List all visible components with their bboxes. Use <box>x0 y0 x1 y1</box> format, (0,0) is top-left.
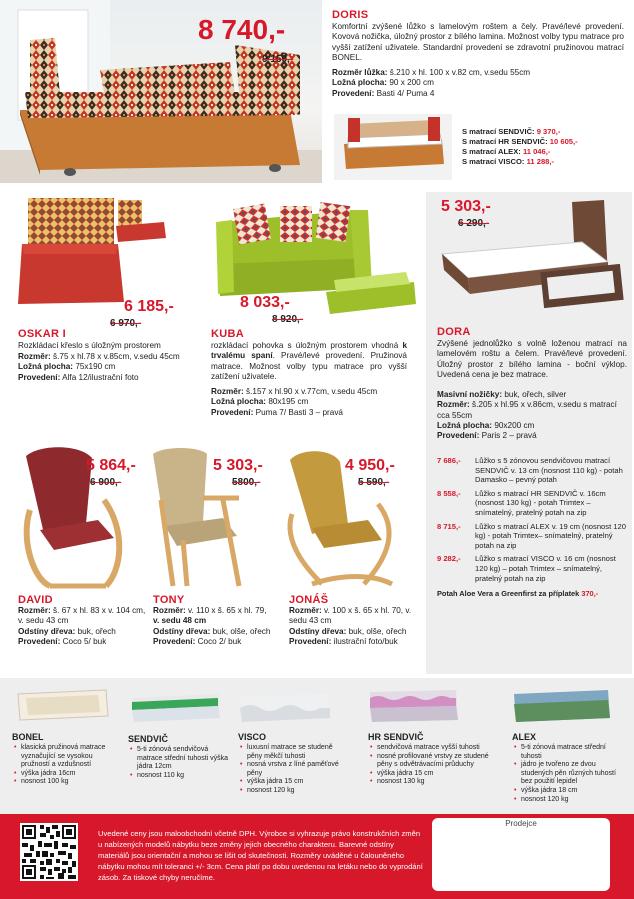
kuba-description-a: rozkládací pohovka s úložným prostorem vhodná <box>211 341 403 350</box>
dora-spec-value-1: š.205 x hl.95 x v.86cm, v.sedu s matrací cca 55cm <box>437 400 617 420</box>
doris-old-price: 9 150,- <box>262 54 294 65</box>
alex-title: ALEX <box>512 732 537 742</box>
kuba-price: 8 033,- <box>240 294 290 311</box>
alex-item-2: • výška jádra 18 cm <box>514 787 626 796</box>
doris-mp-price-3: 11 288,- <box>526 157 555 166</box>
footer-disclaimer: Uvedené ceny jsou maloobchodní včetně DPH. Výrobce si vyhrazuje právo konstrukčních změn u nabízených modelů nábytku beze změny jejich obecného charakteru. Barevné odstíny materiálů jsou orientační a mohou se lišit od skutečnosti. Rozměry uváděné u čalouněného nábytku mohou mít toleranci +/- 3cm. Cena platí po dobu uvedenou na letáku nebo do vyprodání zásob. Za tiskové chyby neručíme. <box>98 829 423 882</box>
dora-option-text-0: Lůžko s 5 zónovou sendvičovou matrací SENDVIČ v. 13 cm (nosnost 110 kg) - potah Damasko – pevný potah <box>475 456 623 485</box>
jonas-spec-value-2: ilustrační foto/buk <box>333 636 398 646</box>
jonas-spec-label-1: Odstíny dřeva: <box>289 626 347 636</box>
tony-name: TONY <box>153 594 185 606</box>
alex-item-1: • jádro je tvořeno ze dvou studených pěn různých tuhostí bez použití lepidel <box>514 761 626 787</box>
doris-name: DORIS <box>332 9 369 21</box>
dora-extra <box>437 589 627 599</box>
jonas-spec-label-0: Rozměr: <box>289 606 322 615</box>
hr-sendvic-item-1: • nosné profilované vrstvy ze studené pěny s odvětrávacími průduchy <box>370 753 494 770</box>
david-spec-value-0: š. 67 x hl. 83 x v. 104 cm, v. sedu 43 cm <box>18 606 146 626</box>
doris-spec-value-0: š.210 x hl. 100 x v.82 cm, v.sedu 55cm <box>389 68 531 77</box>
tony-spec-value-3: Coco 2/ buk <box>197 636 242 646</box>
hr-sendvic-list <box>370 744 494 787</box>
jonas-spec-value-1: buk, olše, ořech <box>348 626 407 636</box>
oskar-spec-label-2: Provedení: <box>18 372 61 382</box>
visco-image <box>236 690 334 726</box>
tony-spec-label-3: Provedení: <box>153 636 196 646</box>
dora-spec-label-1: Rozměr: <box>437 400 470 410</box>
oskar-name: OSKAR I <box>18 328 66 340</box>
tony-old-price: 5800,- <box>232 477 261 488</box>
kuba-specs <box>211 387 407 418</box>
dora-option-text-2: Lůžko s matrací ALEX v. 19 cm (nosnost 120 kg) - potah Trimtex– snímatelný, pratelný potah na zip <box>475 521 626 550</box>
doris-mp-label-0: S matrací SENDVIČ: <box>462 127 535 136</box>
david-price: 5 864,- <box>86 457 136 474</box>
doris-open-image <box>334 114 452 180</box>
jonas-name: JONÁŠ <box>289 594 329 606</box>
oskar-spec-value-2: Alfa 12/ilustrační foto <box>62 372 139 382</box>
dora-option-1 <box>437 489 627 518</box>
tony-spec-value-2: buk, olše, ořech <box>212 626 271 636</box>
jonas-specs <box>289 606 419 647</box>
dora-option-3 <box>437 554 627 583</box>
oskar-old-price: 6 970,- <box>110 318 142 329</box>
jonas-spec-value-0: v. 100 x š. 65 x hl. 70, v. sedu 43 cm <box>289 606 412 626</box>
bonel-title: BONEL <box>12 732 44 742</box>
david-specs <box>18 606 148 647</box>
tony-spec-label-2: Odstíny dřeva: <box>153 626 211 636</box>
visco-item-1: • nosná vrstva z líné paměťové pěny <box>240 761 344 778</box>
oskar-description: Rozkládací křeslo s úložným prostorem <box>18 341 161 350</box>
sendvic-list <box>130 746 234 780</box>
tony-price: 5 303,- <box>213 457 263 474</box>
david-spec-value-1: buk, ořech <box>77 626 116 636</box>
doris-mp-label-2: S matrací ALEX: <box>462 147 521 156</box>
dora-name: DORA <box>437 326 471 338</box>
hr-sendvic-item-0: • sendvičová matrace vyšší tuhosti <box>370 744 494 753</box>
david-name: DAVID <box>18 594 53 606</box>
doris-mp-label-1: S matrací HR SENDVIČ: <box>462 137 548 146</box>
visco-item-3: • nosnost 120 kg <box>240 787 344 796</box>
kuba-old-price: 8 920,- <box>272 314 304 325</box>
dora-option-2 <box>437 522 627 551</box>
bonel-image <box>12 684 112 724</box>
oskar-price: 6 185,- <box>124 298 174 315</box>
hr-sendvic-item-2: • výška jádra 15 cm <box>370 770 494 779</box>
hr-sendvic-item-3: • nosnost 130 kg <box>370 778 494 787</box>
doris-spec-label-2: Provedení: <box>332 88 375 98</box>
dora-option-0 <box>437 456 627 485</box>
visco-title: VISCO <box>238 732 267 742</box>
doris-spec-value-1: 90 x 200 cm <box>389 78 434 88</box>
dora-mattress-options <box>437 456 627 599</box>
dora-spec-label-2: Ložná plocha: <box>437 420 493 430</box>
sendvic-title: SENDVIČ <box>128 734 169 744</box>
sendvic-item-1: • nosnost 110 kg <box>130 772 234 781</box>
doris-description: Komfortní zvýšené lůžko s lamelovým roštem a čely. Pravé/levé provedení. Kovová nožička, úložný prostor z bílého lamina. Možnost volby typu matrace pro vyšší zatížení uživatele. Standardní provedení se zdravotní pružinovou matrací BONEL. <box>332 22 624 62</box>
dora-spec-label-3: Provedení: <box>437 431 480 441</box>
jonas-spec-label-2: Provedení: <box>289 636 332 646</box>
david-spec-label-2: Provedení: <box>18 636 61 646</box>
bonel-list <box>14 744 120 787</box>
oskar-spec-label-1: Ložná plocha: <box>18 362 74 372</box>
dora-description: Zvýšené jednolůžko s volně loženou matrací na lamelovém roštu a čelem. Pravé/levé provedení. Úložný prostor z bílého lamina - boční výklop. Uvedená cena je bez matrace. <box>437 339 627 379</box>
sendvic-item-0: • 5-ti zónová sendvičová matrace střední tuhosti výška jádra 12cm <box>130 746 234 772</box>
david-spec-label-1: Odstíny dřeva: <box>18 626 76 636</box>
seller-box <box>432 818 610 891</box>
david-spec-label-0: Rozměr: <box>18 606 51 615</box>
tony-spec-value-0: v. 110 x š. 65 x hl. 79, <box>188 606 267 615</box>
oskar-spec-value-1: 75x190 cm <box>75 362 116 372</box>
dora-spec-value-0: buk, ořech, silver <box>504 390 567 399</box>
visco-item-0: • luxusní matrace se studeně pěny měkčí tuhosti <box>240 744 344 761</box>
doris-mp-price-2: 11 046,- <box>522 147 551 156</box>
dora-specs <box>437 390 627 441</box>
alex-image <box>510 686 614 726</box>
dora-spec-label-0: Masivní nožičky: <box>437 390 503 399</box>
jonas-old-price: 5 590,- <box>358 477 390 488</box>
tony-spec-label-1: v. sedu 48 cm <box>153 616 207 626</box>
dora-extra-price: 370,- <box>581 589 599 599</box>
kuba-spec-label-0: Rozměr: <box>211 387 244 396</box>
doris-mp-price-0: 9 370,- <box>536 127 561 136</box>
dora-option-price-1: 8 558,- <box>437 488 461 498</box>
qr-code-icon[interactable] <box>20 823 78 881</box>
visco-list <box>240 744 344 796</box>
jonas-price: 4 950,- <box>345 457 395 474</box>
alex-item-3: • nosnost 120 kg <box>514 796 626 805</box>
kuba-spec-value-2: Puma 7/ Basti 3 – pravá <box>255 407 343 417</box>
doris-mp-price-1: 10 605,- <box>549 137 578 146</box>
doris-specs <box>332 68 624 99</box>
doris-price: 8 740,- <box>198 14 286 45</box>
oskar-spec-label-0: Rozměr: <box>18 352 51 361</box>
tony-spec-label-0: Rozměr: <box>153 606 186 615</box>
alex-list <box>514 744 626 804</box>
dora-option-price-2: 8 715,- <box>437 521 461 531</box>
kuba-name: KUBA <box>211 328 244 340</box>
hr-sendvic-title: HR SENDVIČ <box>368 732 424 742</box>
kuba-spec-label-2: Provedení: <box>211 407 254 417</box>
kuba-description-b: k trvalému spaní <box>211 341 407 361</box>
dora-option-price-3: 9 282,- <box>437 554 461 564</box>
bonel-item-2: • nosnost 100 kg <box>14 778 120 787</box>
kuba-description-c: . Pravé/levé provedení. Pružinová matrace. Možnost volby typu matrace pro vyšší zatížení uživatele. <box>211 351 407 381</box>
doris-spec-value-2: Basti 4/ Puma 4 <box>376 88 435 98</box>
oskar-specs <box>18 352 198 383</box>
visco-item-2: • výška jádra 15 cm <box>240 778 344 787</box>
dora-option-price-0: 7 686,- <box>437 456 461 465</box>
dora-option-text-1: Lůžko s matrací HR SENDVIČ v. 16cm (nosnost 130 kg) - potah Trimtex – snímatelný, pratelný potah na zip <box>475 488 606 517</box>
alex-item-0: • 5-ti zónová matrace střední tuhosti <box>514 744 626 761</box>
kuba-spec-label-1: Ložná plocha: <box>211 397 267 407</box>
tony-specs <box>153 606 283 647</box>
seller-label: Prodejce <box>505 819 537 828</box>
david-old-price: 6 900,- <box>90 477 122 488</box>
kuba-description <box>211 341 407 382</box>
dora-old-price: 6 290,- <box>458 218 490 229</box>
doris-spec-label-0: Rozměr lůžka: <box>332 68 388 77</box>
sendvic-image <box>128 690 224 726</box>
dora-spec-value-2: 90x200 cm <box>494 420 535 430</box>
dora-price: 5 303,- <box>441 198 491 215</box>
doris-mattress-prices <box>462 127 578 167</box>
doris-mp-label-3: S matrací VISCO: <box>462 157 525 166</box>
kuba-spec-value-0: š.157 x hl.90 x v.77cm, v.sedu 45cm <box>246 387 378 396</box>
bonel-item-0: • klasická pružinová matrace vyznačující se vysokou pružností a vzdušností <box>14 744 120 770</box>
kuba-spec-value-1: 80x195 cm <box>268 397 309 407</box>
david-spec-value-2: Coco 5/ buk <box>62 636 107 646</box>
dora-option-text-3: Lůžko s matrací VISCO v. 16 cm (nosnost 120 kg) – potah Trimtex – snímatelný, pratelný potah na zip <box>475 554 616 583</box>
doris-spec-label-1: Ložná plocha: <box>332 78 388 88</box>
dora-spec-value-3: Paris 2 – pravá <box>481 431 537 441</box>
dora-extra-label: Potah Aloe Vera a Greenfirst za příplatek <box>437 589 580 599</box>
hr-sendvic-image <box>366 686 462 726</box>
bonel-item-1: • výška jádra 16cm <box>14 770 120 779</box>
oskar-spec-value-0: š.75 x hl.78 x v.85cm, v.sedu 45cm <box>53 352 180 361</box>
